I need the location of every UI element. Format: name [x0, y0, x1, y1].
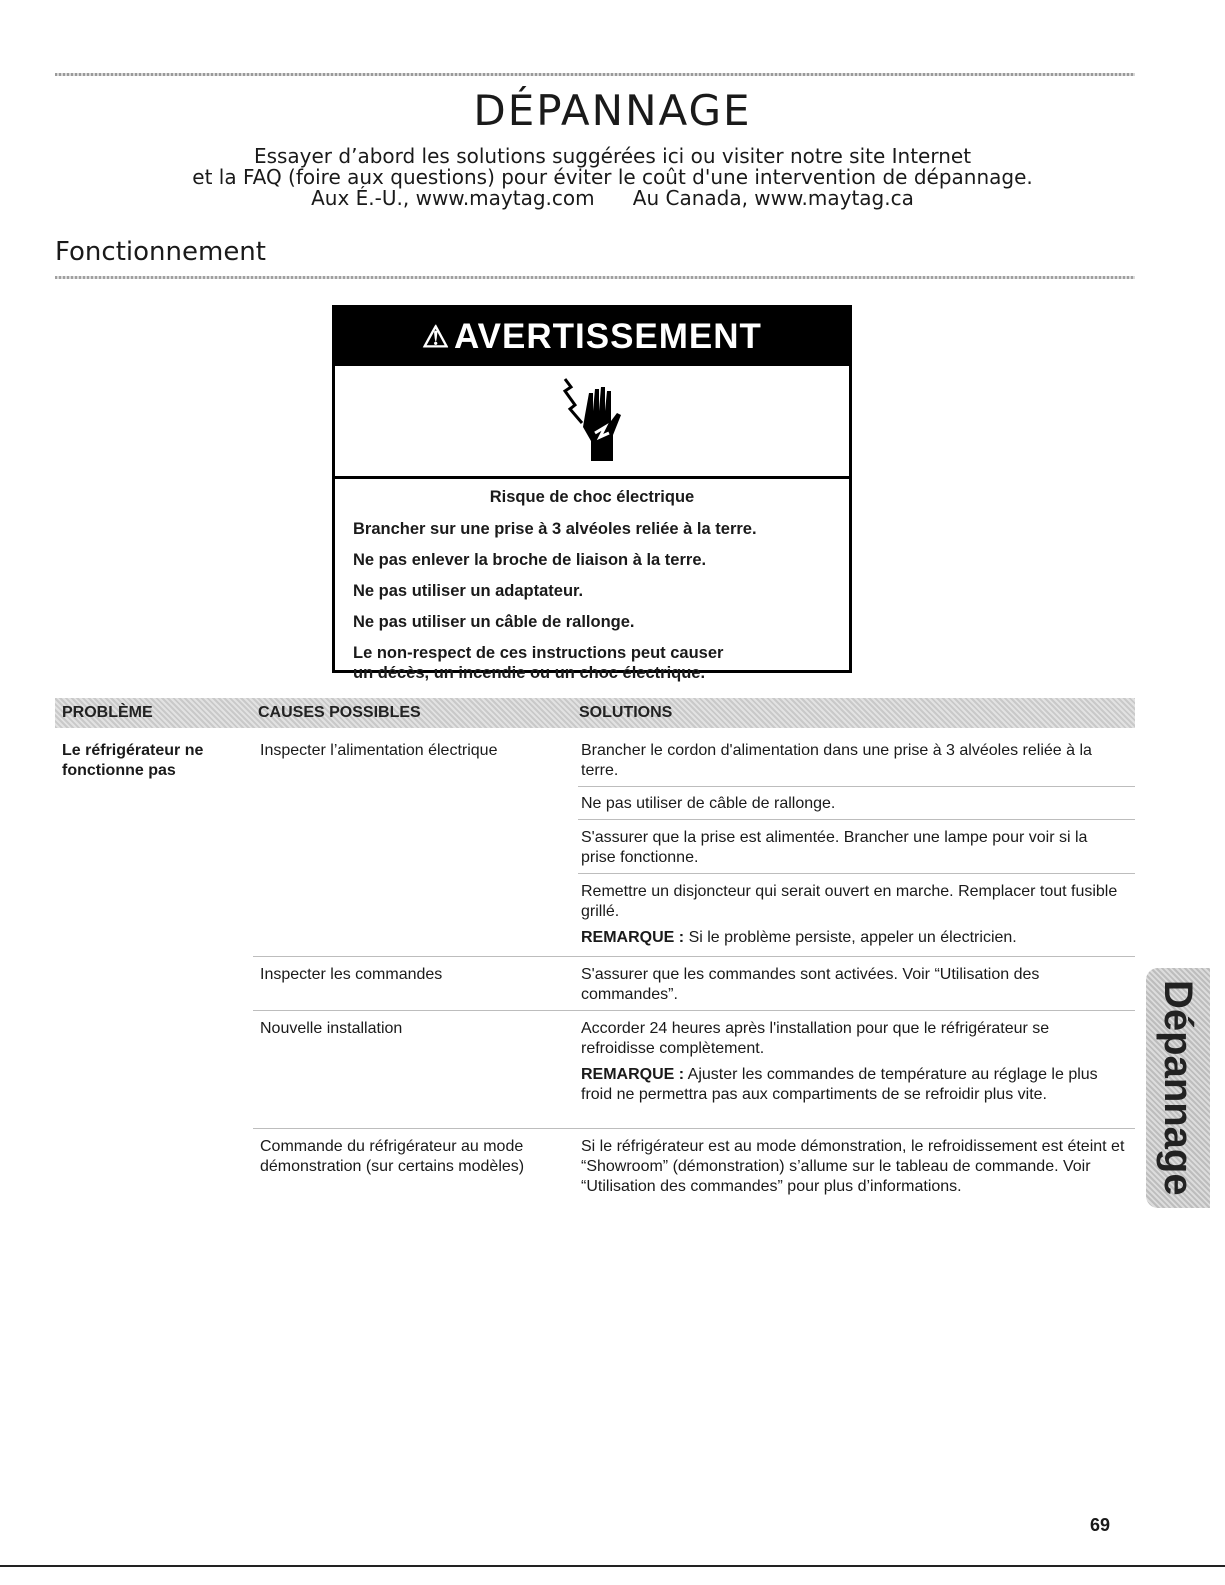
warning-line-4: Ne pas utiliser un câble de rallonge. [353, 613, 635, 631]
warning-line-2: Ne pas enlever la broche de liaison à la terre. [353, 551, 707, 569]
page-title: DÉPANNAGE [473, 86, 752, 135]
header-problem: PROBLÈME [62, 704, 153, 721]
note-label: REMARQUE : [581, 929, 685, 946]
electric-shock-hand-icon [537, 371, 647, 471]
row-divider [253, 1010, 1135, 1011]
warning-line-6: un décès, un incendie ou un choc électrique. [353, 664, 706, 682]
warning-line-1: Brancher sur une prise à 3 alvéoles reliée à la terre. [353, 520, 757, 538]
solution-2: Ne pas utiliser de câble de rallonge. [581, 795, 836, 812]
warning-subheading: Risque de choc électrique [489, 488, 695, 506]
cause-3: Nouvelle installation [260, 1020, 403, 1037]
cause-4: Commande du réfrigérateur au mode démonstration (sur certains modèles) [260, 1138, 525, 1175]
row-divider [578, 819, 1135, 820]
note-label: REMARQUE : [581, 1066, 685, 1083]
subtitle-line-3: Aux É.-U., www.maytag.com Au Canada, www.maytag.ca [311, 186, 914, 210]
row-divider [578, 786, 1135, 787]
subtitle-line-2: et la FAQ (foire aux questions) pour éviter le coût d'une intervention de dépannage. [192, 165, 1033, 189]
subtitle-line-1: Essayer d’abord les solutions suggérées ici ou visiter notre site Internet [253, 144, 972, 168]
warning-heading: AVERTISSEMENT [453, 317, 762, 356]
note-text: Ajuster les commandes de température au réglage le plus froid ne permettra pas aux compartiments de se refroidir plus vite. [581, 1066, 1098, 1103]
note-text: Si le problème persiste, appeler un électricien. [688, 929, 1017, 946]
cause-2: Inspecter les commandes [260, 966, 443, 983]
table-header [55, 698, 1135, 728]
solution-5: S'assurer que les commandes sont activées. Voir “Utilisation des commandes”. [581, 966, 1040, 1003]
side-tab [1146, 968, 1210, 1208]
warning-line-3: Ne pas utiliser un adaptateur. [353, 582, 584, 600]
row-divider [253, 1128, 1135, 1129]
section-title: Fonctionnement [55, 237, 266, 267]
bottom-rule [0, 1565, 1225, 1567]
warning-box [332, 305, 852, 682]
row-divider [578, 873, 1135, 874]
page-number: 69 [1090, 1515, 1111, 1535]
warning-line-5: Le non-respect de ces instructions peut causer [353, 644, 724, 662]
problem-cell: Le réfrigérateur ne fonctionne pas [62, 742, 204, 779]
warning-triangle-icon: ⚠ [422, 320, 450, 354]
solution-1: Brancher le cordon d'alimentation dans une prise à 3 alvéoles reliée à la terre. [581, 742, 1092, 779]
solution-4-note [581, 928, 1126, 948]
solution-6-note [581, 1065, 1126, 1105]
section-rule [55, 276, 1135, 279]
row-divider [253, 956, 1135, 957]
header-causes: CAUSES POSSIBLES [258, 704, 421, 721]
solution-6: Accorder 24 heures après l'installation pour que le réfrigérateur se refroidisse complètement. [581, 1020, 1050, 1057]
top-rule [55, 73, 1135, 76]
page-subtitle [100, 146, 1125, 209]
warning-text [335, 479, 849, 683]
header-solutions: SOLUTIONS [579, 704, 673, 721]
cause-1: Inspecter l’alimentation électrique [260, 742, 498, 759]
solution-3: S'assurer que la prise est alimentée. Brancher une lampe pour voir si la prise fonctionne. [581, 829, 1088, 866]
solution-4: Remettre un disjoncteur qui serait ouvert en marche. Remplacer tout fusible grillé. [581, 883, 1118, 920]
side-tab-label: Dépannage [1156, 980, 1200, 1196]
warning-header [335, 308, 849, 366]
solution-7: Si le réfrigérateur est au mode démonstration, le refroidissement est éteint et “Showroom” (démonstration) s’allume sur le tableau de commande. Voir “Utilisation des commandes” pour plus d’informations. [581, 1138, 1125, 1195]
warning-pictogram [335, 366, 849, 479]
